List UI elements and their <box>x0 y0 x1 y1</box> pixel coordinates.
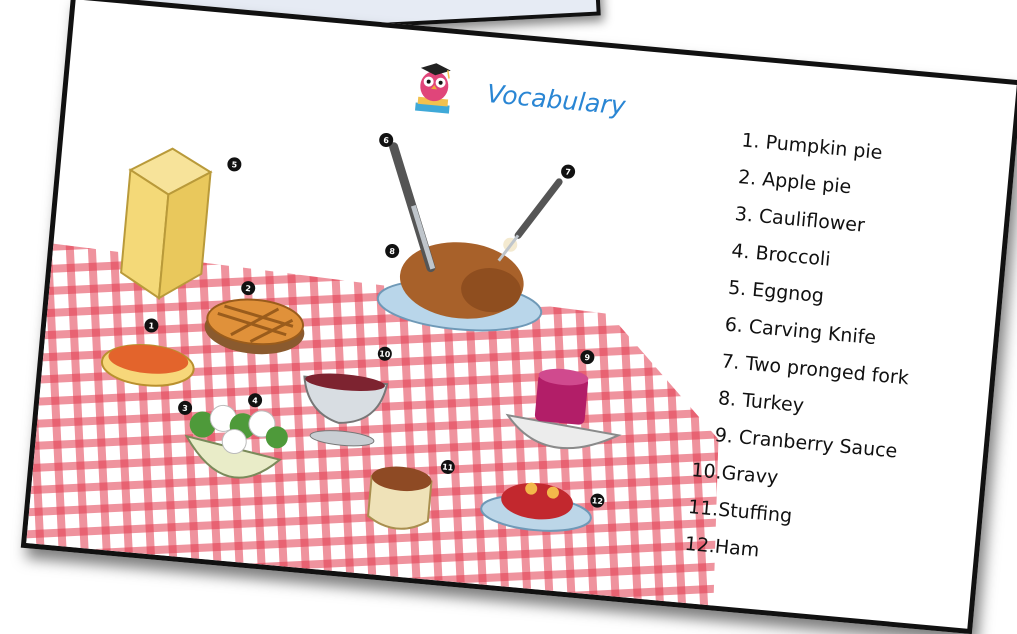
svg-text:5: 5 <box>231 160 238 170</box>
stuffing-bowl <box>367 464 432 531</box>
svg-text:7: 7 <box>564 167 572 177</box>
svg-text:8: 8 <box>388 246 396 257</box>
svg-text:11: 11 <box>441 462 454 473</box>
marker-8 <box>385 243 400 258</box>
svg-text:1: 1 <box>148 321 155 331</box>
svg-text:2: 2 <box>244 283 252 294</box>
svg-text:6: 6 <box>382 135 390 146</box>
svg-text:3: 3 <box>181 403 189 414</box>
vocab-item-broccoli: 4. Broccoli <box>730 239 832 271</box>
vocab-item-cauliflower: 3. Cauliflower <box>733 202 866 237</box>
vocab-item-stuffing: 11.Stuffing <box>687 495 794 528</box>
vocab-item-pumpkin-pie: 1. Pumpkin pie <box>740 129 884 164</box>
vocabulary-title: Vocabulary <box>485 79 627 121</box>
marker-5 <box>227 157 242 172</box>
owl-graduate-icon <box>411 58 458 118</box>
vocab-item-ham: 12.Ham <box>683 532 761 562</box>
svg-text:9: 9 <box>584 352 591 363</box>
svg-text:4: 4 <box>251 395 259 406</box>
vocab-item-eggnog: 5. Eggnog <box>727 276 825 308</box>
svg-text:10: 10 <box>378 349 391 360</box>
vocab-item-cranberry-sauce: 9. Cranberry Sauce <box>713 424 899 463</box>
two-pronged-fork <box>499 177 559 265</box>
vocabulary-list <box>683 122 930 581</box>
vocab-item-two-pronged-fork: 7. Two pronged fork <box>720 350 910 390</box>
vocab-item-carving-knife: 6. Carving Knife <box>723 313 877 350</box>
vocab-item-turkey: 8. Turkey <box>717 387 805 417</box>
vocabulary-slide <box>21 0 1017 634</box>
vocab-item-apple-pie: 2. Apple pie <box>737 166 853 199</box>
vocab-item-gravy: 10.Gravy <box>690 459 780 489</box>
svg-text:12: 12 <box>591 496 604 507</box>
marker-7 <box>560 164 575 179</box>
